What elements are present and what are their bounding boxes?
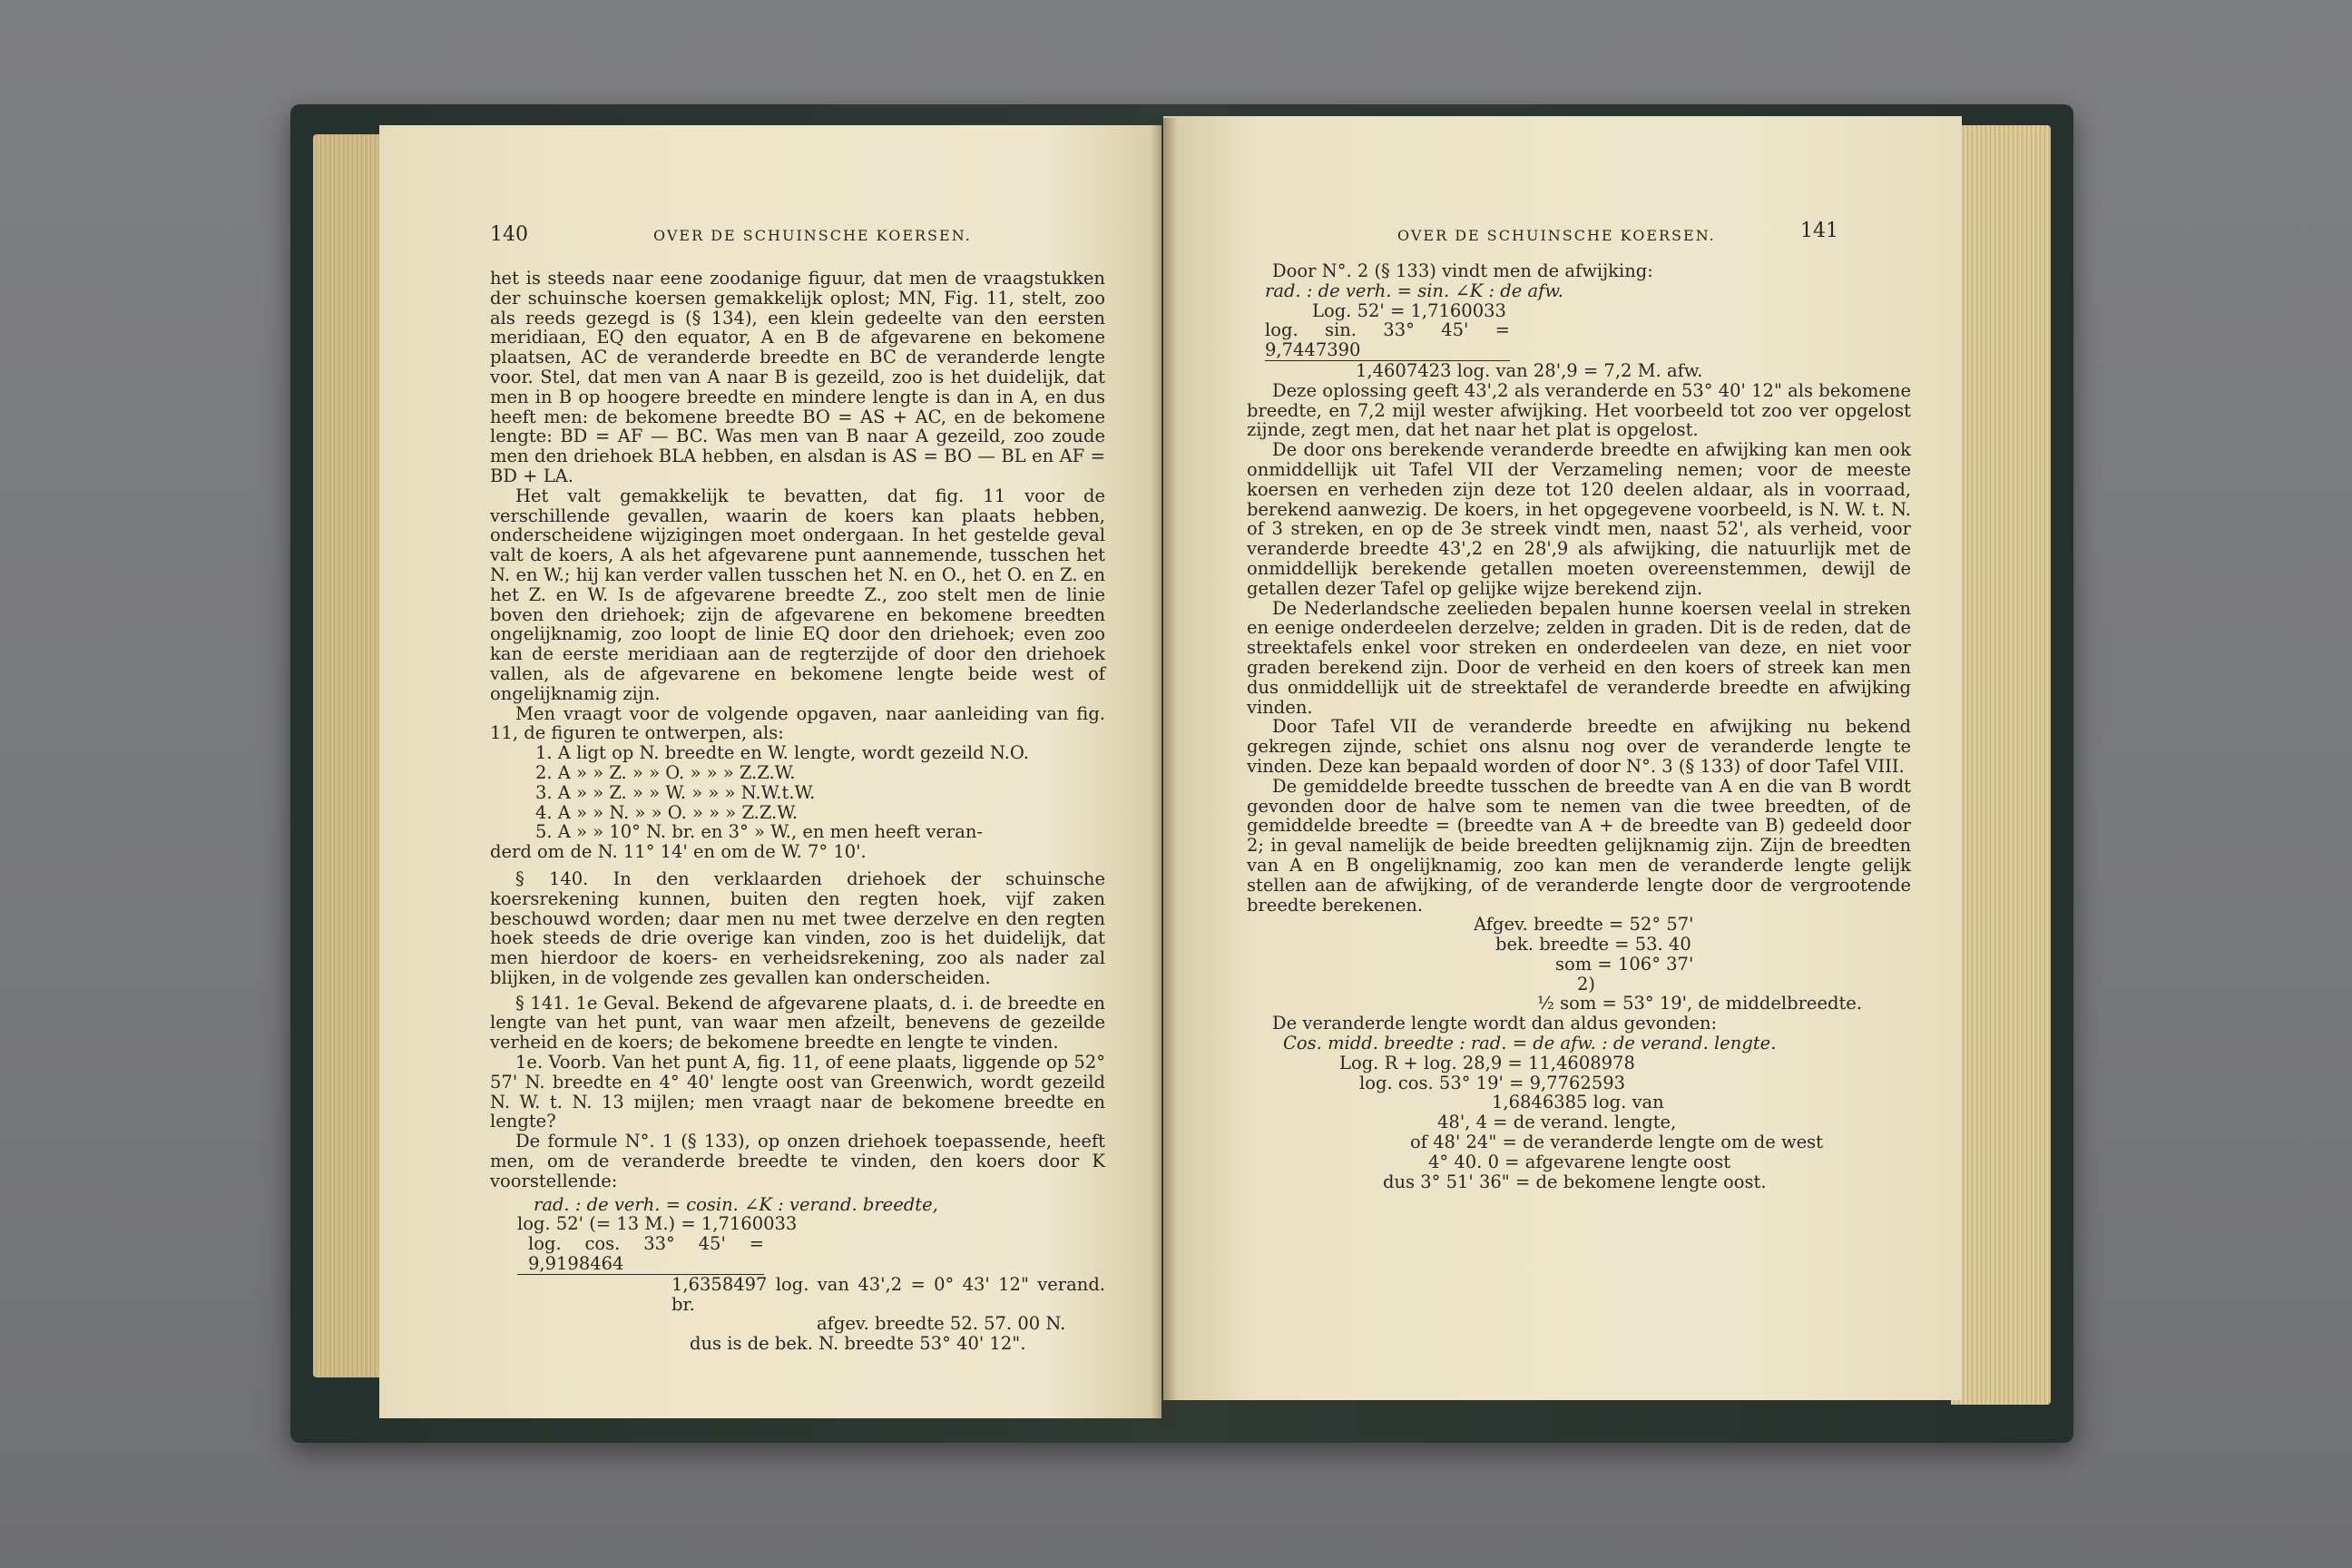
example-paragraph: 1e. Voorb. Van het punt A, fig. 11, of eene plaats, liggende op 52° 57' N. breedte en 4° 40' lengte oost van Greenwich, wordt gezeild N. W. t. N. 13 mijlen; men vraagt naar de bekomene breedte en lengte? [490,1052,1105,1132]
paragraph: het is steeds naar eene zoodanige figuur, dat men de vraagstukken der schuinsche koersen gemakkelijk oplost; MN, Fig. 11, stelt, zoo als reeds gezegd is (§ 134), een klein gedeelte van den eersten meridiaan, EQ den equator, A en B de afgevarene en bekomene plaatsen, AC de veranderde breedte en BC de veranderde lengte voor. Stel, dat men van A naar B is gezeild, zoo is het duidelijk, dat men in B op hoogere breedte en mindere lengte is dan in A, en dus heeft men: de bekomene breedte BO = AS + AC, en de bekomene lengte: BD = AF — BC. Was men van B naar A gezeild, zoo zoude men den driehoek BLA hebben, en alsdan is AS = BO — BL en AF = BD + LA. [490,268,1105,486]
list-item: 2. A » » Z. » » O. » » » Z.Z.W. [535,761,796,783]
page-number-left: 140 [490,223,528,246]
equation-result: dus is de bek. N. breedte 53° 40' 12". [690,1333,1026,1355]
running-head-right: OVER DE SCHUINSCHE KOERSEN. [1397,227,1716,244]
exercise-list [490,743,1105,842]
paragraph: Door N°. 2 (§ 133) vindt men de afwijking: [1272,260,1653,281]
equation: log. sin. 33° 45' = 9,7447390 [1265,319,1510,361]
middle-latitude-calc [1247,915,1911,1014]
equation-result: 1,4607423 log. van 28',9 = 7,2 M. afw. [1356,359,1703,381]
list-item: 5. A » » 10° N. br. en 3° » W., en men heeft veran- [535,821,984,843]
paragraph: De door ons berekende veranderde breedte en afwijking kan men ook onmiddellijk uit Tafel VII der Verzameling nemen; voor de meeste koersen en verheden zijn deze tot 120 deelen aldaar, als in voorraad, berekend aanwezig. De koers, in het opgegevene voorbeeld, is N. W. t. N. of 3 streken, en op de 3e streek vindt men, naast 52', als verheid, voor veranderde breedte 43',2 en 28',9 als afwijking, die natuurlijk met de onmiddellijk berekende getallen moeten overeenstemmen, dewijl de getallen dezer Tafel op gelijke wijze berekend zijn. [1247,439,1911,599]
equation: 1,6358497 log. van 43',2 = 0° 43' 12" verand. br. [671,1273,1105,1315]
equation: of 48' 24" = de veranderde lengte om de west [1410,1132,1824,1153]
paragraph: De veranderde lengte wordt dan aldus gevonden: [1272,1013,1718,1034]
equation: Log. 52' = 1,7160033 [1312,299,1506,321]
paragraph: Men vraagt voor de volgende opgaven, naar aanleiding van fig. 11, de figuren te ontwerpen, als: [490,702,1105,744]
paragraph: De Nederlandsche zeelieden bepalen hunne koersen veelal in streken en eenige onderdeelen derzelve; zelden in graden. Dit is de reden, dat de streektafels enkel voor streken en onderdeelen van deze, en niet voor graden berekend zijn. Door de verheid en den koers of streek kan men dus onmiddellijk uit de streektafel de veranderde breedte en afwijking vinden. [1247,597,1911,718]
equation: rad. : de verh. = cosin. ∠K : verand. breedte, [534,1193,938,1215]
equation: log. cos. 33° 45' = 9,9198464 [517,1234,764,1275]
right-body [1247,261,1911,1191]
list-tail: derd om de N. 11° 14' en om de W. 7° 10'. [490,841,867,863]
paragraph: Deze oplossing geeft 43',2 als veranderde en 53° 40' 12" als bekomene breedte, en 7,2 mijl wester afwijking. Het voorbeeld tot zoo ver opgelost zijnde, zegt men, dat het naar het plat is opgelost. [1247,379,1911,441]
calculation-block [1247,281,1911,381]
paragraph: Het valt gemakkelijk te bevatten, dat fig. 11 voor de verschillende gevallen, waarin de koers kan plaats hebben, onderscheidene wijzigingen moet ondergaan. In het gestelde geval valt de koers, A als het afgevarene punt aannemende, tusschen het N. en W.; hij kan verder vallen tusschen het N. en O., het O. en Z. en het Z. en W. Is de afgevarene breedte Z., zoo stelt men de linie boven den driehoek; zijn de afgevarene en bekomene breedten ongelijknamig, zoo loopt de linie EQ door den driehoek; even zoo kan de eerste meridiaan aan de regterzijde of door den driehoek vallen, als de afgevarene en bekomene lengte beide west of ongelijknamig zijn. [490,485,1105,704]
formula-paragraph: De formule N°. 1 (§ 133), op onzen driehoek toepassende, heeft men, om de veranderde breedte te vinden, den koers door K voorstellende: [490,1131,1105,1191]
equation: ½ som = 53° 19', de middelbreedte. [1537,993,1863,1014]
equation: rad. : de verh. = sin. ∠K : de afw. [1265,279,1563,301]
equation: Afgev. breedte = 52° 57' [1474,914,1694,936]
book-gutter [1151,118,1178,1425]
equation: Log. R + log. 28,9 = 11,4608978 [1339,1052,1635,1073]
list-item: 4. A » » N. » » O. » » » Z.Z.W. [535,801,799,823]
right-page [1163,116,1962,1400]
equation-result: dus 3° 51' 36" = de bekomene lengte oost. [1383,1171,1767,1192]
right-page-edges [1951,125,2051,1405]
longitude-calc [1247,1034,1911,1191]
list-item: 3. A » » Z. » » W. » » » N.W.t.W. [535,781,816,803]
equation: 48', 4 = de verand. lengte, [1437,1112,1677,1133]
left-page-edges [313,134,386,1377]
equation: log. 52' (= 13 M.) = 1,7160033 [517,1213,798,1235]
equation: afgev. breedte 52. 57. 00 N. [817,1313,1066,1335]
left-body [490,269,1105,1354]
equation: 2) [1577,973,1596,995]
calculation-block [490,1195,1105,1354]
section-141: § 141. 1e Geval. Bekend de afgevarene plaats, d. i. de breedte en lengte van het punt, van waar men afzeilt, benevens de gezeilde verheid en de koers; de bekomene breedte en lengte te vinden. [490,992,1105,1054]
running-head-left: OVER DE SCHUINSCHE KOERSEN. [653,227,972,244]
equation: 4° 40. 0 = afgevarene lengte oost [1428,1151,1731,1172]
list-item: 1. A ligt op N. breedte en W. lengte, wordt gezeild N.O. [535,742,1029,764]
section-140: § 140. In den verklaarden driehoek der schuinsche koersrekening kunnen, buiten den regten hoek, vijf zaken beschouwd worden; daar men nu met twee derzelve en den regten hoek steeds de drie overige kan vinden, zoo is het duidelijk, dat men hierdoor de koers- en verheidsrekening, zoo als nader zal blijken, in de volgende zes gevallen kan onderscheiden. [490,867,1105,988]
equation: log. cos. 53° 19' = 9,7762593 [1359,1072,1626,1093]
equation: 1,6846385 log. van [1492,1092,1664,1113]
left-page [379,125,1161,1418]
paragraph: De gemiddelde breedte tusschen de breedte van A en die van B wordt gevonden door de halve som te nemen van die twee breedten, of de gemiddelde breedte = (breedte van A + de breedte van B) gedeeld door 2; in geval namelijk de beide breedten gelijknamig zijn. Zijn de breedten van A en B ongelijknamig, zoo kan men de veranderde lengte gelijk stellen aan de afwijking, of de veranderde lengte door de vergrootende breedte berekenen. [1247,775,1911,916]
equation: Cos. midd. breedte : rad. = de afw. : de verand. lengte. [1283,1033,1777,1054]
page-number-right: 141 [1800,220,1838,242]
equation: bek. breedte = 53. 40 [1495,934,1691,956]
equation: som = 106° 37' [1555,953,1694,975]
paragraph: Door Tafel VII de veranderde breedte en afwijking nu bekend gekregen zijnde, schiet ons alsnu nog over de veranderde lengte te vinden. Deze kan bepaald worden of door N°. 3 (§ 133) of door Tafel VIII. [1247,716,1911,777]
